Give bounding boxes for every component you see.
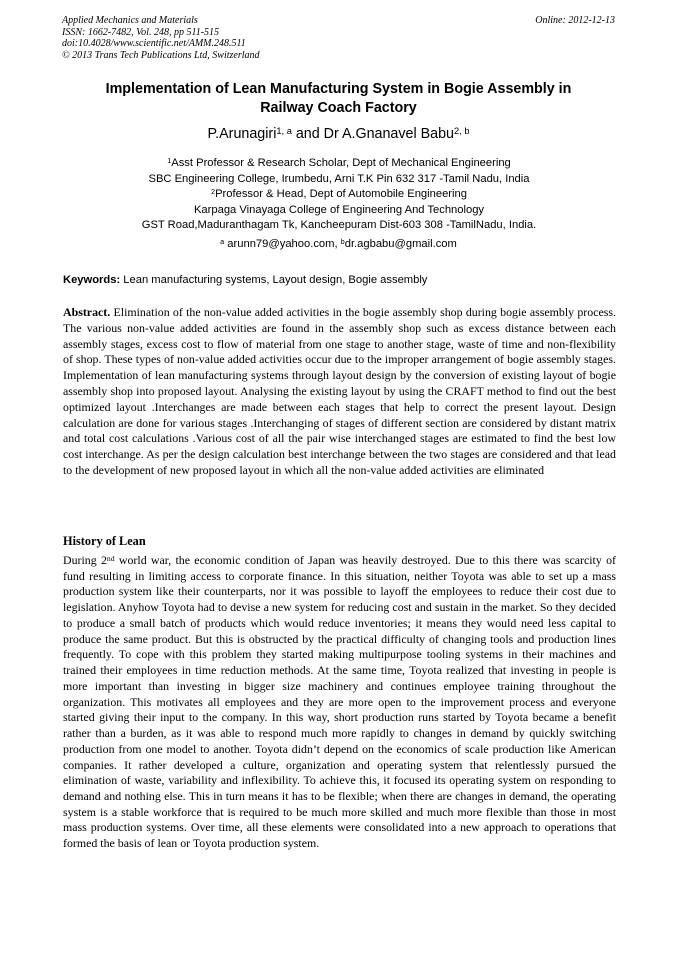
body-paragraph (63, 553, 616, 852)
keywords-text: Lean manufacturing systems, Layout design, Bogie assembly (120, 274, 428, 286)
author-line (62, 125, 615, 143)
affiliation-line (40, 203, 638, 219)
author-2: Dr A.Gnanavel Babu (323, 126, 455, 142)
title-line-2: Railway Coach Factory (260, 100, 417, 116)
affiliation-text: GST Road,Maduranthagam Tk, Kancheepuram Dist-603 308 -TamilNadu, India. (141, 219, 537, 232)
issn-line: ISSN: 1662-7482, Vol. 248, pp 511-515 (62, 26, 220, 38)
author-2-sup: 2, b (454, 125, 470, 136)
author-1: P.Arunagiri (207, 126, 277, 142)
affiliation-line (40, 172, 638, 188)
affiliation-line (40, 187, 638, 203)
email-b-sup: b (340, 236, 345, 246)
affiliations (40, 156, 638, 234)
abstract (63, 305, 616, 479)
keywords (63, 273, 616, 288)
email-a-sup: a (220, 236, 225, 246)
journal-name: Applied Mechanics and Materials (62, 15, 198, 26)
online-date: Online: 2012-12-13 (535, 15, 615, 26)
affiliation-line (40, 218, 638, 234)
affiliation-line (40, 156, 638, 172)
journal-header (62, 15, 260, 61)
abstract-text: Elimination of the non-value added activities in the bogie assembly shop during bogie assembly process. The various non-value added activities are found in the assembly shop such as excess distance between each assembly stages, excess cost to flow of material from one stage to another stage, waste of time and non-flexibility of shop. These types of non-value added activities occur due to the improper arrangement of bogie assembly stages. Implementation of lean manufacturing systems through layout design by the conversion of existing layout of bogie assembly shop into proposed layout. Analysing the existing layout by using the CRAFT method to find out the best optimized layout .Interchanges are made between each stages that help to correct the present layout. Design calculation are done for various stages .Interchanging of stages of different section are considered by distant matrix and total cost calculations .Various cost of all the pair wise interchanged stages are estimated to find the best low cost interchange. As per the design calculation best interchange between the two stages are considered and that lead to the development of new proposed layout in which all the non-value added activities are eliminated (63, 305, 616, 477)
copyright-line: © 2013 Trans Tech Publications Ltd, Switzerland (62, 49, 260, 61)
affiliation-text: Professor & Head, Dept of Automobile Engineering (215, 188, 467, 201)
section-heading: History of Lean (63, 534, 146, 548)
body-pre: During 2 (63, 553, 107, 567)
body-text: world war, the economic condition of Japan was heavily destroyed. Due to this there was scarcity of fund resulting in limiting access to corporate finance. In this situation, neither Toyota was able to set up a mass production system like their counterparts, nor it was possible to layoff the employees to reduce their cost due to legislation. Anyhow Toyota had to devise a new system for reducing cost and sustain in the market. So they decided to produce a small batch of products which would reduce inventories; it means they would need less capital to produce the same product. But this is obstructed by the practical difficulty of changing tools and production lines frequently. To cope with this problem they started making multipurpose tooling systems in their machines and trained their employees in time reduction methods. At the same time, Toyota realized that investing in people is more important than investing in bigger size machinery and continues employee training throughout the organization. This motivates all employees and they are more open to the improvement process and everyone started giving their input to the company. In this way, short production runs started by Toyota became a benefit rather than a burden, as it was able to respond much more rapidly to changes in demand by quickly switching production from one model to another. Toyota didn’t depend on the economics of scale production like American companies. It rather developed a culture, organization and operating system that relentlessly pursued the elimination of waste, variability and inflexibility. To achieve this, it focused its operating system on responding to demand and nothing else. This in turn means it has to be flexible; when there are changes in demand, the operating system is a stable workforce that is required to be much more skilled and much more flexible than those in most mass production systems. Over time, all these elements were consolidated into a new approach to operations that formed the basis of lean or Toyota production system. (63, 553, 616, 851)
title-line-1: Implementation of Lean Manufacturing System in Bogie Assembly in (105, 81, 572, 97)
author-1-sup: 1, a (276, 125, 292, 136)
email-a: arunn79@yahoo.com, (224, 238, 338, 250)
affiliation-sup: 1 (167, 155, 172, 165)
doi-line: doi:10.4028/www.scientific.net/AMM.248.511 (62, 38, 246, 50)
affiliation-text: Asst Professor & Research Scholar, Dept of Mechanical Engineering (171, 157, 511, 169)
affiliation-sup: 2 (211, 186, 216, 196)
author-and: and (291, 126, 324, 142)
affiliation-text: Karpaga Vinayaga College of Engineering And Technology (193, 203, 485, 216)
affiliation-text: SBC Engineering College, Irumbedu, Arni T.K Pin 632 317 -Tamil Nadu, India (148, 172, 530, 185)
email-line (62, 237, 615, 252)
body-sup: nd (106, 553, 115, 563)
email-b: dr.agbabu@gmail.com (344, 238, 457, 250)
abstract-label: Abstract. (63, 305, 111, 319)
paper-title (62, 80, 615, 118)
keywords-label: Keywords: (63, 274, 121, 286)
